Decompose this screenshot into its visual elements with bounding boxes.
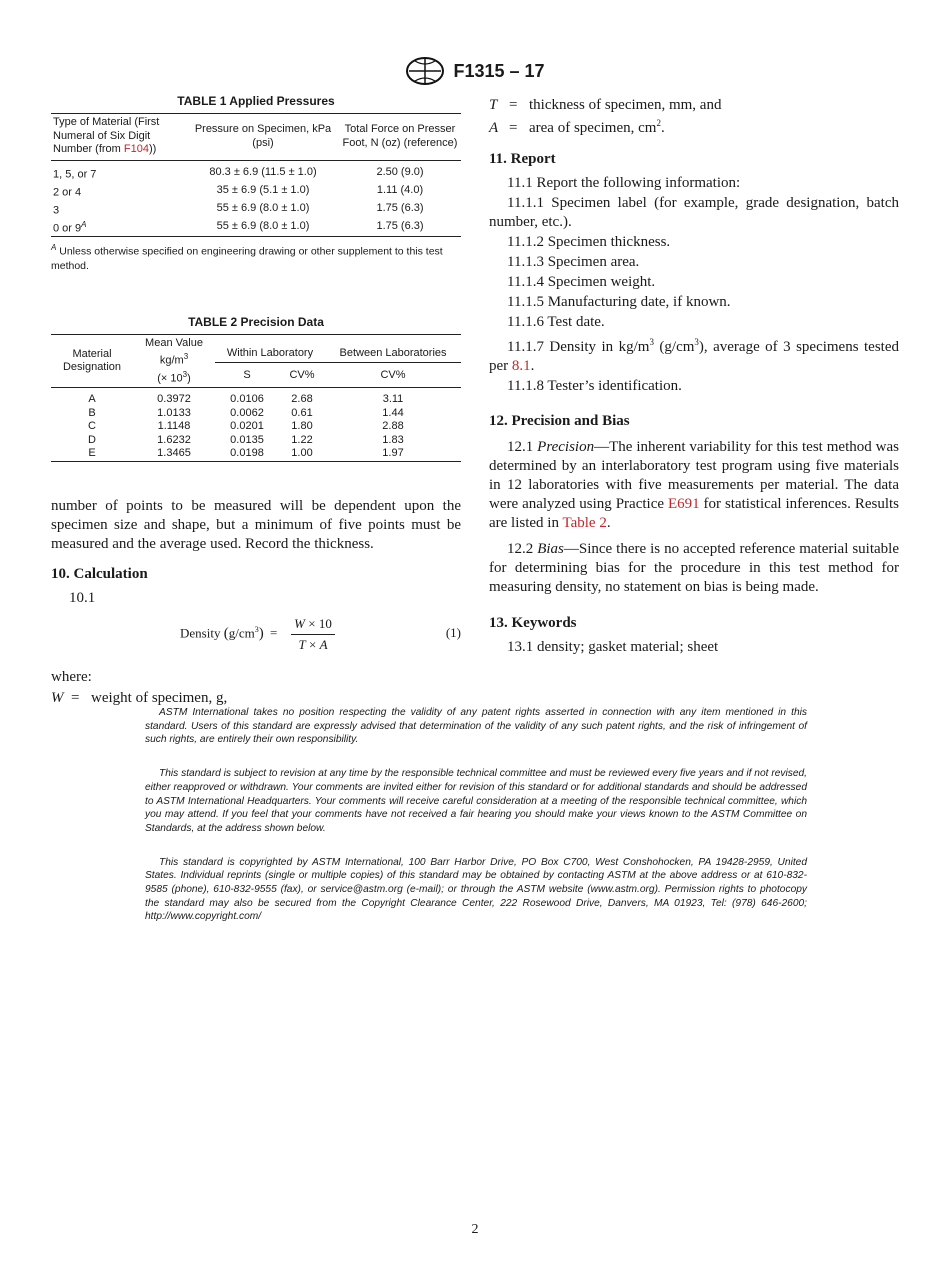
page-number: 2 [471, 1222, 479, 1237]
f104-link[interactable]: F104 [123, 143, 149, 155]
table2-between-header: Between Laboratories [325, 334, 461, 362]
table1-type-cell: 3 [53, 204, 60, 217]
table1-col-pressure-header: Pressure on Specimen, kPa (psi) [194, 123, 332, 149]
table2-mean-cell: 0.3972 [157, 393, 191, 406]
table2-mean-header: Mean Value $kg/m^3$ (× $10^3$) [133, 334, 215, 388]
table2-mean-cell: 1.6232 [157, 433, 191, 446]
table1-row [51, 160, 461, 182]
table2-cv-cell: 1.80 [291, 420, 313, 433]
table1-row [51, 218, 461, 237]
table1-type-cell: 2 or 4 [53, 186, 82, 199]
e691-link[interactable]: E691 [667, 496, 700, 512]
continuation-paragraph: number of points to be measured will be dependent upon the specimen size and shape, but a minimum of five points must be measured and the average used. Record the thickness. [51, 497, 461, 552]
table2-s-cell: 0.0135 [230, 433, 264, 446]
table1-pressure-cell: 55 ± 6.9 (8.0 ± 1.0) [216, 202, 310, 215]
table2-row [51, 420, 461, 434]
para-11-1: 11.1 Report the following information: [507, 175, 741, 191]
var-w-definition: W = weight of specimen, g, [51, 689, 228, 706]
astm-notices [145, 706, 807, 944]
table1-pressure-cell: 80.3 ± 6.9 (11.5 ± 1.0) [209, 165, 317, 178]
page-header [0, 56, 950, 86]
table2-row [51, 434, 461, 448]
table2-between-cv-cell: 1.83 [382, 433, 404, 446]
table2-s-header: S [243, 368, 251, 381]
table2-s-cell: 0.0106 [230, 393, 264, 406]
density-equation: Density $(g/cm^3)$ = W × 10 T × A (1) [180, 615, 461, 652]
table2-between-cv-header: CV% [380, 368, 406, 381]
section-8-1-link[interactable]: 8.1 [511, 358, 531, 374]
table2-precision-data [51, 334, 461, 462]
table2-material-cell: A [88, 393, 96, 406]
equation-number: (1) [445, 624, 461, 640]
para-11-1-5: 11.1.5 Manufacturing date, if known. [507, 294, 731, 310]
table2-within-header: Within Laboratory [215, 334, 325, 362]
table2-cv-cell: 1.22 [291, 433, 313, 446]
table2-mean-cell: 1.0133 [157, 406, 191, 419]
section-11-heading: 11. Report [489, 151, 556, 167]
table-2-link[interactable]: Table 2 [562, 515, 607, 531]
para-11-1-6: 11.1.6 Test date. [507, 314, 605, 330]
table2-between-cv-cell: 3.11 [382, 393, 404, 406]
table2-mean-cell: 1.1148 [157, 420, 191, 433]
copyright-notice: This standard is copyrighted by ASTM International, 100 Barr Harbor Drive, PO Box C700, West Conshohocken, PA 19428-2959, United States. Individual reprints (single or multiple copies) of this standard may be obtained by contacting ASTM at the above address or at 610-832-9585 (phone), 610-832-9555 (fax), or service@astm.org (e-mail); or through the ASTM website (www.astm.org). Permission rights to photocopy the standard may also be secured from the Copyright Clearance Center, 222 Rosewood Drive, Danvers, MA 01923, Tel: (978) 646-2600; http://www.copyright.com/ [145, 856, 807, 923]
table2-material-cell: C [88, 420, 96, 433]
table1-force-cell: 1.75 (6.3) [376, 202, 424, 215]
table2-between-cv-cell: 1.44 [382, 406, 404, 419]
table2-s-cell: 0.0198 [230, 447, 264, 460]
table2-s-cell: 0.0201 [230, 420, 264, 433]
para-12-2: 12.2 Bias—Since there is no accepted reference material suitable for determining bias for the procedure in this test method for measuring density, no statement on bias is being made. [489, 541, 899, 595]
table2-cv-header: CV% [289, 368, 315, 381]
table2-title: TABLE 2 Precision Data [188, 314, 324, 329]
table1-col-force-header: Total Force on Presser Foot, N (oz) (reference) [342, 123, 458, 149]
para-10-1: 10.1 [69, 589, 96, 606]
revision-notice: This standard is subject to revision at any time by the responsible technical committee and must be reviewed every five years and if not revised, either reapproved or withdrawn. Your comments are invited either for revision of this standard or for additional standards and should be addressed to ASTM International Headquarters. Your comments will receive careful consideration at a meeting of the responsible technical committee, which you may attend. If you feel that your comments have not received a fair hearing you should make your views known to the ASTM Committee on Standards, at the address shown below. [145, 768, 807, 834]
table2-row [51, 388, 461, 407]
table2-row [51, 447, 461, 461]
table2-between-cv-cell: 2.88 [382, 420, 404, 433]
table2-mean-cell: 1.3465 [157, 447, 191, 460]
table2-material-cell: B [88, 406, 96, 419]
para-11-1-4: 11.1.4 Specimen weight. [507, 274, 656, 290]
table1-footnote: $^A$ Unless otherwise specified on engineering drawing or other supplement to this test method. [51, 243, 443, 272]
para-11-1-7: 11.1.7 Density in $kg/m^3$ $(g/cm^3)$, average of 3 specimens tested per 8.1. [489, 337, 899, 374]
left-column [51, 94, 461, 707]
var-t-definition: T = thickness of specimen, mm, and [489, 97, 722, 113]
table2-cv-cell: 1.00 [291, 447, 313, 460]
table2-cv-cell: 2.68 [291, 393, 313, 406]
patent-notice: ASTM International takes no position respecting the validity of any patent rights asserted in connection with any item mentioned in this standard. Users of this standard are expressly advised that determination of the validity of any such patent rights, and the risk of infringement of such rights, are entirely their own responsibility. [145, 707, 807, 746]
table1-pressure-cell: 35 ± 6.9 (5.1 ± 1.0) [216, 183, 310, 196]
para-11-1-2: 11.1.2 Specimen thickness. [507, 234, 671, 250]
table1-row [51, 200, 461, 218]
table1-force-cell: 1.75 (6.3) [376, 220, 424, 233]
table2-material-header: Material Designation [51, 334, 133, 388]
right-column [489, 96, 899, 657]
astm-logo [405, 56, 445, 86]
table1-applied-pressures [51, 113, 461, 237]
section-12-heading: 12. Precision and Bias [489, 413, 630, 429]
table2-material-cell: E [88, 447, 96, 460]
table2-cv-cell: 0.61 [291, 406, 313, 419]
var-a-definition: A = area of specimen, $cm^2$. [489, 118, 665, 136]
table1-pressure-cell: 55 ± 6.9 (8.0 ± 1.0) [216, 220, 310, 233]
table1-force-cell: 2.50 (9.0) [376, 165, 424, 178]
table2-s-cell: 0.0062 [230, 406, 264, 419]
para-11-1-8: 11.1.8 Tester’s identification. [507, 378, 682, 394]
para-12-1: 12.1 Precision—The inherent variability for this test method was determined by an interlaboratory test program using five materials in 12 laboratories with five measurements per material. The data were analyzed using Practice E691 for statistical inferences. Results are listed in Table 2. [489, 439, 899, 531]
standard-designation: F1315 – 17 [453, 60, 545, 81]
section-13-heading: 13. Keywords [489, 615, 577, 631]
section-10-heading: 10. Calculation [51, 565, 148, 582]
para-11-1-3: 11.1.3 Specimen area. [507, 254, 640, 270]
table2-row [51, 407, 461, 421]
table1-type-cell: 0 or $9^A$ [53, 219, 87, 235]
table2-between-cv-cell: 1.97 [382, 447, 404, 460]
where-label: where: [51, 668, 92, 685]
table1-col-type-header: Type of Material (First Numeral of Six Digit Number (from F104)) [53, 116, 160, 155]
para-11-1-1: 11.1.1 Specimen label (for example, grade designation, batch number, etc.). [489, 195, 899, 230]
table1-force-cell: 1.11 (4.0) [376, 183, 424, 196]
para-13-1: 13.1 density; gasket material; sheet [507, 639, 719, 655]
table2-material-cell: D [88, 433, 96, 446]
table1-row [51, 182, 461, 200]
table1-title: TABLE 1 Applied Pressures [177, 94, 335, 108]
table1-type-cell: 1, 5, or 7 [53, 168, 97, 181]
